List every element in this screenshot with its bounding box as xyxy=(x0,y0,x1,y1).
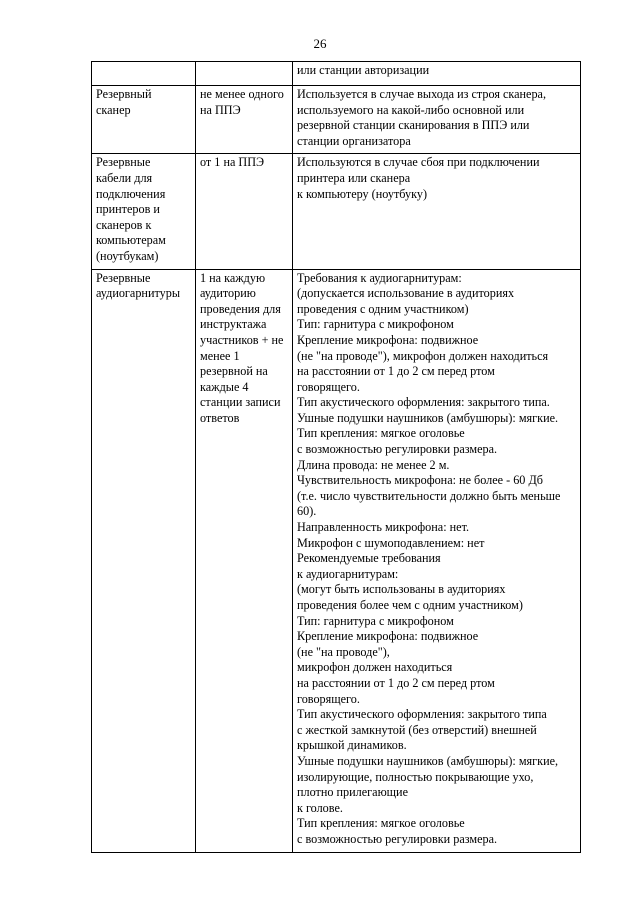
equipment-name-cell xyxy=(92,62,196,86)
description-line: Чувствительность микрофона: не более - 60 Дб xyxy=(297,473,543,488)
quantity-cell xyxy=(196,62,293,86)
description-line: (не "на проводе"), микрофон должен находиться xyxy=(297,348,549,363)
description-line: Крепление микрофона: подвижное xyxy=(297,332,479,347)
description-line: с возможностью регулировки размера. xyxy=(297,442,498,457)
description-line: Ушные подушки наушников (амбушюры): мягкие. xyxy=(297,410,559,425)
description-line: станции организатора xyxy=(297,133,411,148)
description-line: Тип акустического оформления: закрытого типа. xyxy=(297,395,550,410)
description-line: Крепление микрофона: подвижное xyxy=(297,629,479,644)
description-line: (допускается использование в аудиториях xyxy=(297,286,515,301)
table-row xyxy=(92,154,581,269)
description-line: Тип акустического оформления: закрытого типа xyxy=(297,707,547,722)
description-line: проведения более чем с одним участником) xyxy=(297,598,523,612)
description-line: Ушные подушки наушников (амбушюры): мягкие, xyxy=(297,753,559,768)
description-line: Направленность микрофона: нет. xyxy=(297,520,470,535)
description-line: или станции авторизации xyxy=(297,63,430,77)
description-line: крышкой динамиков. xyxy=(297,738,407,753)
description-line: Тип: гарнитура с микрофоном xyxy=(297,317,454,332)
description-line: на расстоянии от 1 до 2 см перед ртом xyxy=(297,364,495,379)
description-line: на расстоянии от 1 до 2 см перед ртом xyxy=(297,675,495,690)
quantity-cell: от 1 на ППЭ xyxy=(196,154,293,269)
description-line: говорящего. xyxy=(297,379,360,394)
equipment-name-cell: Резервные кабели для подключения принтеров и сканеров к компьютерам (ноутбукам) xyxy=(92,154,196,269)
description-line: 60). xyxy=(297,504,317,519)
description-cell xyxy=(293,86,581,154)
description-line: (т.е. число чувствительности должно быть меньше xyxy=(297,488,561,503)
table-row xyxy=(92,62,581,86)
description-line: с возможностью регулировки размера. xyxy=(297,831,498,846)
description-cell xyxy=(293,154,581,269)
description-line: Используется в случае выхода из строя сканера, xyxy=(297,87,547,101)
quantity-cell: не менее одного на ППЭ xyxy=(196,86,293,154)
description-line: Длина провода: не менее 2 м. xyxy=(297,457,450,472)
description-line: плотно прилегающие xyxy=(297,785,408,800)
description-line: резервной станции сканирования в ППЭ или xyxy=(297,118,530,133)
description-line: (могут быть использованы в аудиториях xyxy=(297,582,506,597)
description-line: Микрофон с шумоподавлением: нет xyxy=(297,535,485,550)
description-line: к голове. xyxy=(297,800,343,815)
quantity-cell: 1 на каждую аудиторию проведения для инструктажа участников + не менее 1 резервной на каждые 4 станции записи ответов xyxy=(196,269,293,852)
description-line: Тип крепления: мягкое оголовье xyxy=(297,426,465,441)
description-line: Рекомендуемые требования xyxy=(297,551,441,566)
page-number: 26 xyxy=(313,36,327,51)
equipment-table xyxy=(91,61,581,853)
equipment-name-cell: Резервный сканер xyxy=(92,86,196,154)
description-line: Тип: гарнитура с микрофоном xyxy=(297,613,454,628)
description-line: (не "на проводе"), xyxy=(297,644,390,659)
description-cell xyxy=(293,62,581,86)
description-line: изолирующие, полностью покрывающие ухо, xyxy=(297,769,534,784)
description-line: говорящего. xyxy=(297,691,360,706)
description-line: Тип крепления: мягкое оголовье xyxy=(297,816,465,831)
table-row xyxy=(92,269,581,852)
description-line: микрофон должен находиться xyxy=(297,660,453,675)
description-line: проведения с одним участником) xyxy=(297,301,469,316)
description-line: используемого на какой-либо основной или xyxy=(297,102,525,117)
description-line: Требования к аудиогарнитурам: xyxy=(297,270,462,285)
table-row xyxy=(92,86,581,154)
description-cell xyxy=(293,269,581,852)
description-line: Используются в случае сбоя при подключении xyxy=(297,155,540,170)
description-line: к аудиогарнитурам: xyxy=(297,566,399,581)
description-line: принтера или сканера xyxy=(297,170,411,185)
description-line: к компьютеру (ноутбуку) xyxy=(297,186,428,201)
description-line: с жесткой замкнутой (без отверстий) внешней xyxy=(297,722,537,737)
equipment-name-cell: Резервные аудиогарнитуры xyxy=(92,269,196,852)
